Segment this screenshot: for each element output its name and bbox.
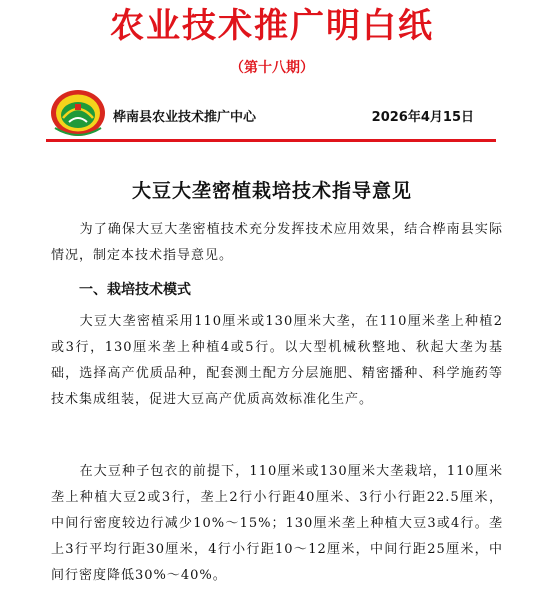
- intro-paragraph: 为了确保大豆大垄密植技术充分发挥技术应用效果，结合桦南县实际情况，制定本技术指导意见。: [51, 222, 503, 263]
- section-heading: 一、栽培技术模式: [79, 282, 191, 298]
- masthead-issue: （第十八期）: [230, 60, 314, 76]
- issue-date: 2026年4月15日: [371, 110, 474, 125]
- masthead-title: 农业技术推广明白纸: [110, 6, 434, 46]
- header-divider: [46, 139, 496, 142]
- organization-name: 桦南县农业技术推广中心: [113, 110, 257, 125]
- document-title: 大豆大垄密植栽培技术指导意见: [131, 180, 412, 202]
- body-paragraph: 在大豆种子包衣的前提下，110厘米或130厘米大垄栽培，110厘米垄上种植大豆2或3行，垄上2行小行距40厘米、3行小行距22.5厘米，中间行密度较边行减少10%～15%；130厘米垄上种植大豆3或4行。垄上3行平均行距30厘米，4行小行距10～12厘米，中间行距25厘米，中间行密度降低30%～40%。: [51, 464, 503, 583]
- body-paragraph: 大豆大垄密植采用110厘米或130厘米大垄，在110厘米垄上种植2或3行，130厘米垄上种植4或5行。以大型机械秋整地、秋起大垄为基础，选择高产优质品种，配套测土配方分层施肥、精密播种、科学施药等技术集成组装，促进大豆高产优质高效标准化生产。: [51, 314, 503, 407]
- agri-extension-seal-icon: [49, 88, 107, 138]
